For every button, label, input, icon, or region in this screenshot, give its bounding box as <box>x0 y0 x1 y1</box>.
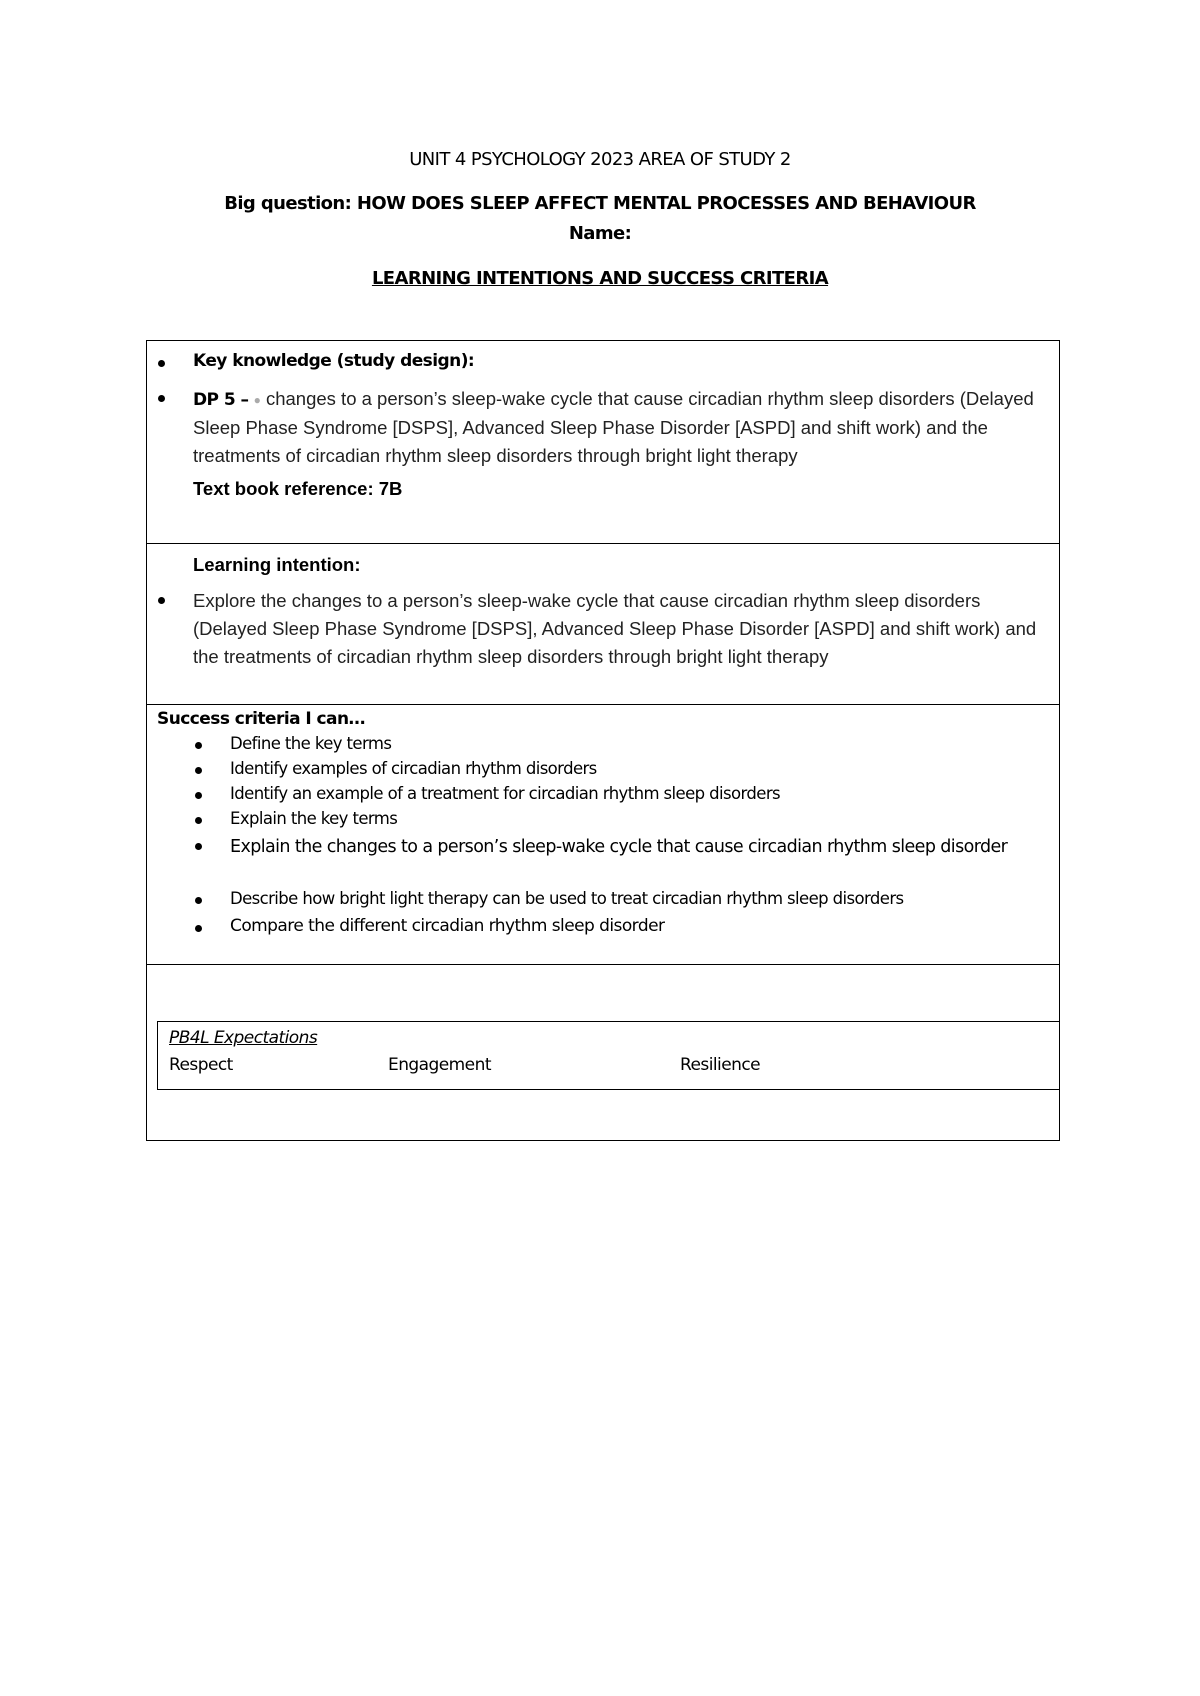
bullet <box>195 925 202 932</box>
criteria-item: Identify examples of circadian rhythm disorders <box>230 759 597 778</box>
pb4l-border-bottom <box>157 1089 1060 1090</box>
section-title: LEARNING INTENTIONS AND SUCCESS CRITERIA <box>371 268 829 289</box>
learning-intention-heading: Learning intention: <box>193 554 361 575</box>
row-divider <box>146 964 1060 965</box>
bullet <box>195 767 202 774</box>
dp-separator-dot: ● <box>253 393 261 408</box>
bullet <box>195 792 202 799</box>
criteria-item: Explain the changes to a person’s sleep-wake cycle that cause circadian rhythm sleep disorder <box>230 837 1008 857</box>
pb4l-engagement: Engagement <box>388 1055 491 1075</box>
pb4l-title: PB4L Expectations <box>169 1028 318 1048</box>
pb4l-resilience: Resilience <box>680 1055 761 1075</box>
dp-label: DP 5 – <box>193 390 249 410</box>
dp5-block <box>193 385 1053 470</box>
pb4l-border-top <box>157 1021 1060 1022</box>
learning-intention-text: Explore the changes to a person’s sleep-wake cycle that cause circadian rhythm sleep disorders (Delayed Sleep Phase Syndrome [DSPS], Advanced Sleep Phase Disorder [ASPD] and shift work) and the treatments of circadian rhythm sleep disorders through bright light therapy <box>193 590 1037 667</box>
pb4l-border-left <box>157 1021 158 1090</box>
document-title: UNIT 4 PSYCHOLOGY 2023 AREA OF STUDY 2 <box>409 149 791 170</box>
bullet <box>158 395 165 402</box>
criteria-item: Define the key terms <box>230 734 392 753</box>
pb4l-respect: Respect <box>169 1055 233 1075</box>
table-border-top <box>146 340 1060 341</box>
criteria-item: Explain the key terms <box>230 809 398 828</box>
textbook-reference: Text book reference: 7B <box>193 478 403 499</box>
bullet <box>195 843 202 850</box>
criteria-item: Identify an example of a treatment for circadian rhythm sleep disorders <box>230 784 781 803</box>
big-question: Big question: HOW DOES SLEEP AFFECT MENTAL PROCESSES AND BEHAVIOUR <box>224 193 976 214</box>
bullet <box>195 817 202 824</box>
bullet <box>158 360 165 367</box>
criteria-item: Compare the different circadian rhythm sleep disorder <box>230 916 665 936</box>
row-divider <box>146 704 1060 705</box>
key-knowledge-heading: Key knowledge (study design): <box>193 351 475 371</box>
row-divider <box>146 543 1060 544</box>
bullet <box>158 597 165 604</box>
success-criteria-heading: Success criteria I can… <box>157 709 365 729</box>
dp-text: changes to a person’s sleep-wake cycle that cause circadian rhythm sleep disorders (Delayed Sleep Phase Syndrome [DSPS], Advanced Sleep Phase Disorder [ASPD] and shift work) and the treatments of circadian rhythm sleep disorders through bright light therapy <box>193 388 1034 467</box>
bullet <box>195 742 202 749</box>
name-label: Name: <box>568 223 632 244</box>
bullet <box>195 897 202 904</box>
criteria-item: Describe how bright light therapy can be used to treat circadian rhythm sleep disorders <box>230 889 904 908</box>
